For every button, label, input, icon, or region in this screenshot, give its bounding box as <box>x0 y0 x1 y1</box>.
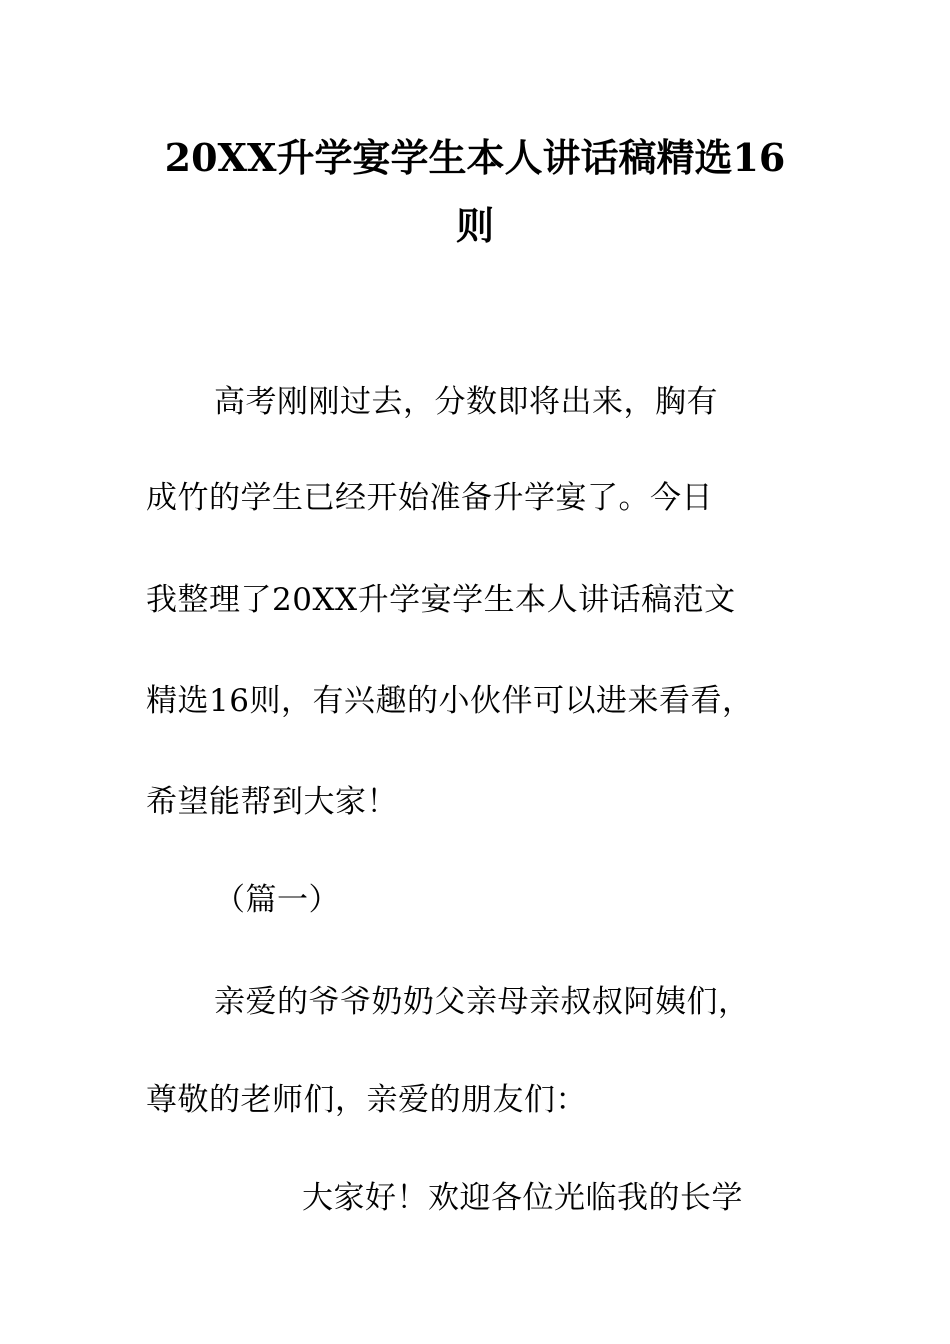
paragraph-line-3: 我整理了20XX升学宴学生本人讲话稿范文 <box>146 582 736 618</box>
paragraph-line-2: 成竹的学生已经开始准备升学宴了。今日 <box>146 480 713 516</box>
speech-line-1: 大家好！欢迎各位光临我的长学 <box>302 1180 743 1216</box>
salutation-line-2: 尊敬的老师们，亲爱的朋友们： <box>146 1082 587 1118</box>
paragraph-line-4: 精选16则，有兴趣的小伙伴可以进来看看， <box>146 683 754 719</box>
section-heading: （篇一） <box>214 882 340 918</box>
salutation-line-1: 亲爱的爷爷奶奶父亲母亲叔叔阿姨们， <box>214 984 750 1020</box>
paragraph-line-1: 高考刚刚过去，分数即将出来，胸有 <box>214 384 718 420</box>
paragraph-line-5: 希望能帮到大家！ <box>146 784 398 820</box>
document-title-line-1: 20XX升学宴学生本人讲话稿精选16 <box>164 135 786 180</box>
document-title-line-2: 则 <box>455 203 494 248</box>
